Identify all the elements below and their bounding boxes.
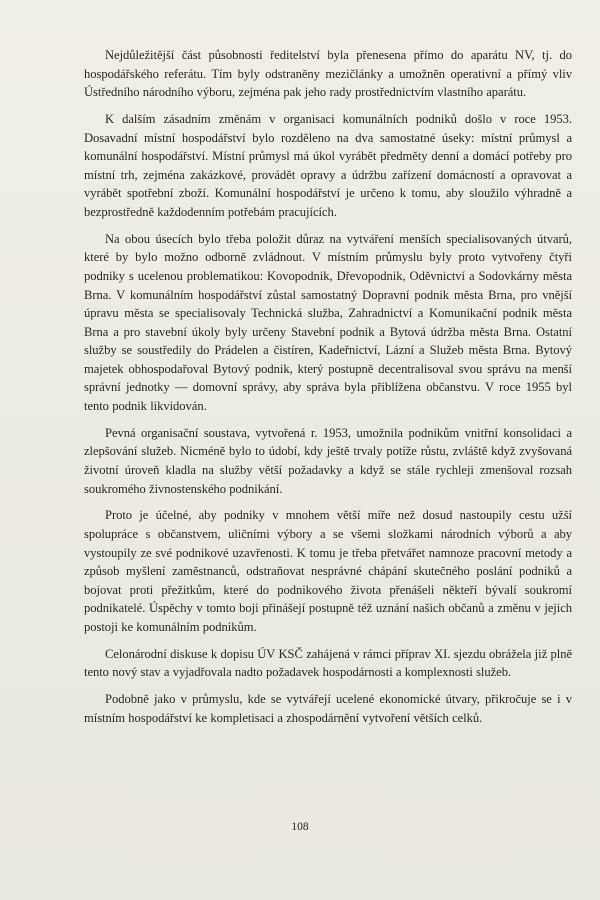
- page-number: 108: [291, 821, 309, 833]
- paragraph-6: Celonárodní diskuse k dopisu ÚV KSČ zahájená v rámci příprav XI. sjezdu obrážela již plně tento nový stav a vyjadřovala nadto požadavek hospodárnosti a komplexnosti služeb.: [84, 646, 572, 680]
- paragraph-7: Podobně jako v průmyslu, kde se vytvářejí ucelené ekonomické útvary, přikročuje se i v místním hospodářství ke kompletisaci a zhospodárnění vytvoření větších celků.: [84, 692, 572, 725]
- body-text: [84, 46, 572, 736]
- paragraph-3: Na obou úsecích bylo třeba položit důraz na vytváření menších specialisovaných útvarů, které by bylo možno odborně zvládnout. V místním průmyslu byly proto vytvořeny čtyři podniky s ucelenou problematikou: Kovopodnik, Dřevopodnik, Oděvnictví a Sodovkárny města Brna. V komunálním hospodářství zůstal samostatný Dopravní podnik města Brna, pro vnější úpravu města se specialisovaly Technická služba, Zahradnictví a Komunikační podnik města Brna a pro stavební úkoly byly určeny Stavební podnik a Bytová údržba města Brna. Ostatní služby se soustředily do Prádelen a čistíren, Kadeřnictví, Lázní a Služeb města Brna. Bytový majetek obhospodařoval Bytový podnik, který postupně decentralisoval svou správu na menší správní jednotky — domovní správy, aby správa byla přiblížena občanstvu. V roce 1955 byl tento podnik likvidován.: [84, 231, 572, 414]
- paragraph-4: Pevná organisační soustava, vytvořená r. 1953, umožnila podnikům vnitřní konsolidaci a zlepšování služeb. Nicméně bylo to údobí, kdy ještě trvaly potíže růstu, zvláště když zvyšovaná životní úroveň kladla na služby větší požadavky a když se stále rychleji zmenšoval rozsah soukromého živnostenského podnikání.: [84, 425, 572, 496]
- paragraph-2: K dalším zásadním změnám v organisaci komunálních podniků došlo v roce 1953. Dosavadní místní hospodářství bylo rozděleno na dva samostatné úseky: místní průmysl a komunální hospodářství. Místní průmysl má úkol vyrábět předměty denní a domácí potřeby pro místní trh, zejména zakázkové, provádět opravy a údržbu zařízení domácností a opravovat a vyrábět spotřební zboží. Komunální hospodářství je určeno k tomu, aby sloužilo výhradně a bezprostředně každodenním potřebám pracujících.: [84, 111, 572, 219]
- paragraph-5: Proto je účelné, aby podniky v mnohem větší míře než dosud nastoupily cestu užší spolupráce s občanstvem, uličními výbory a se všemi složkami národních výborů a aby vystoupily ze své podnikové uzavřenosti. K tomu je třeba přetvářet namnoze pracovní metody a způsob myšlení zaměstnanců, odstraňovat nesprávné chápání skutečného poslání podniků a bojovat proti přežitkům, které do podnikového života přenášeli někteří bývalí soukromí podnikatelé. Úspěchy v tomto boji přinášejí postupně též uznání našich občanů a změnu v jejich postoji ke komunálním podnikům.: [84, 508, 572, 634]
- paragraph-1: Nejdůležitější část působnosti ředitelství byla přenesena přímo do aparátu NV, tj. do hospodářského referátu. Tím byly odstraněny mezičlánky a umožněn operativní a přímý vliv Ústředního národního výboru, zejména pak jeho rady prostřednictvím vlastního aparátu.: [84, 48, 572, 100]
